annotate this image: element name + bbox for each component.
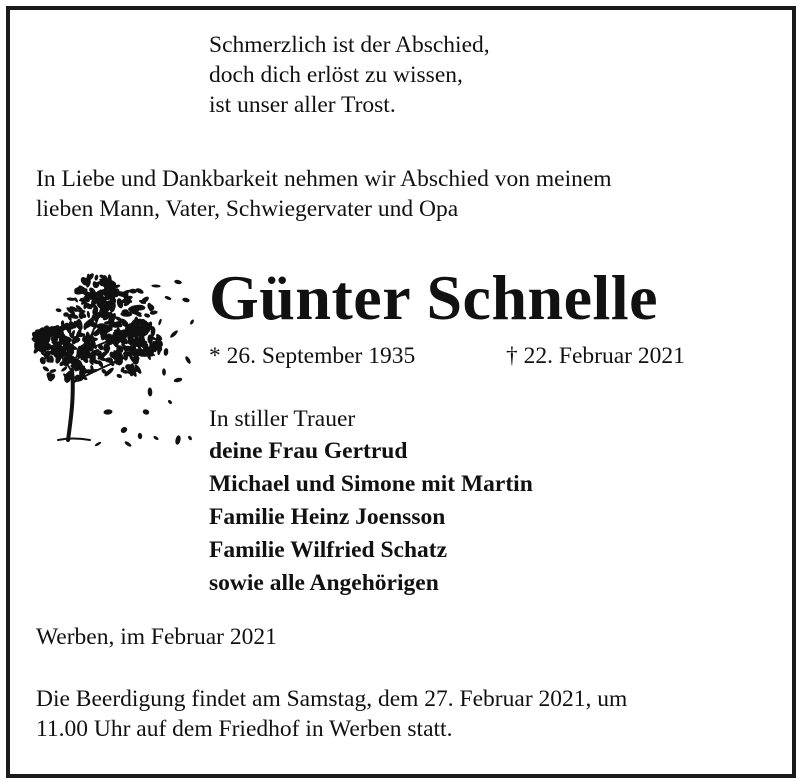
mourner-2: Michael und Simone mit Martin [209,471,533,497]
poem-line-3: ist unser aller Trost. [209,92,396,118]
intro-line-2: lieben Mann, Vater, Schwiegervater und Opa [36,196,459,222]
birth-date: * 26. September 1935 [209,343,416,369]
mourner-1: deine Frau Gertrud [209,438,408,464]
deceased-name: Günter Schnelle [209,262,658,333]
funeral-line-1: Die Beerdigung findet am Samstag, dem 27. Februar 2021, um [36,686,628,712]
mourner-5: sowie alle Angehörigen [209,570,439,596]
poem-line-2: doch dich erlöst zu wissen, [209,62,463,88]
mourners-intro: In stiller Trauer [209,406,356,432]
tree-icon [28,262,198,458]
intro-line-1: In Liebe und Dankbarkeit nehmen wir Abschied von meinem [36,166,612,192]
mourner-3: Familie Heinz Joensson [209,504,446,530]
death-date: † 22. Februar 2021 [506,343,685,369]
poem-line-1: Schmerzlich ist der Abschied, [209,32,490,58]
mourner-4: Familie Wilfried Schatz [209,537,448,563]
funeral-line-2: 11.00 Uhr auf dem Friedhof in Werben statt. [36,716,453,742]
place-date: Werben, im Februar 2021 [36,624,277,650]
